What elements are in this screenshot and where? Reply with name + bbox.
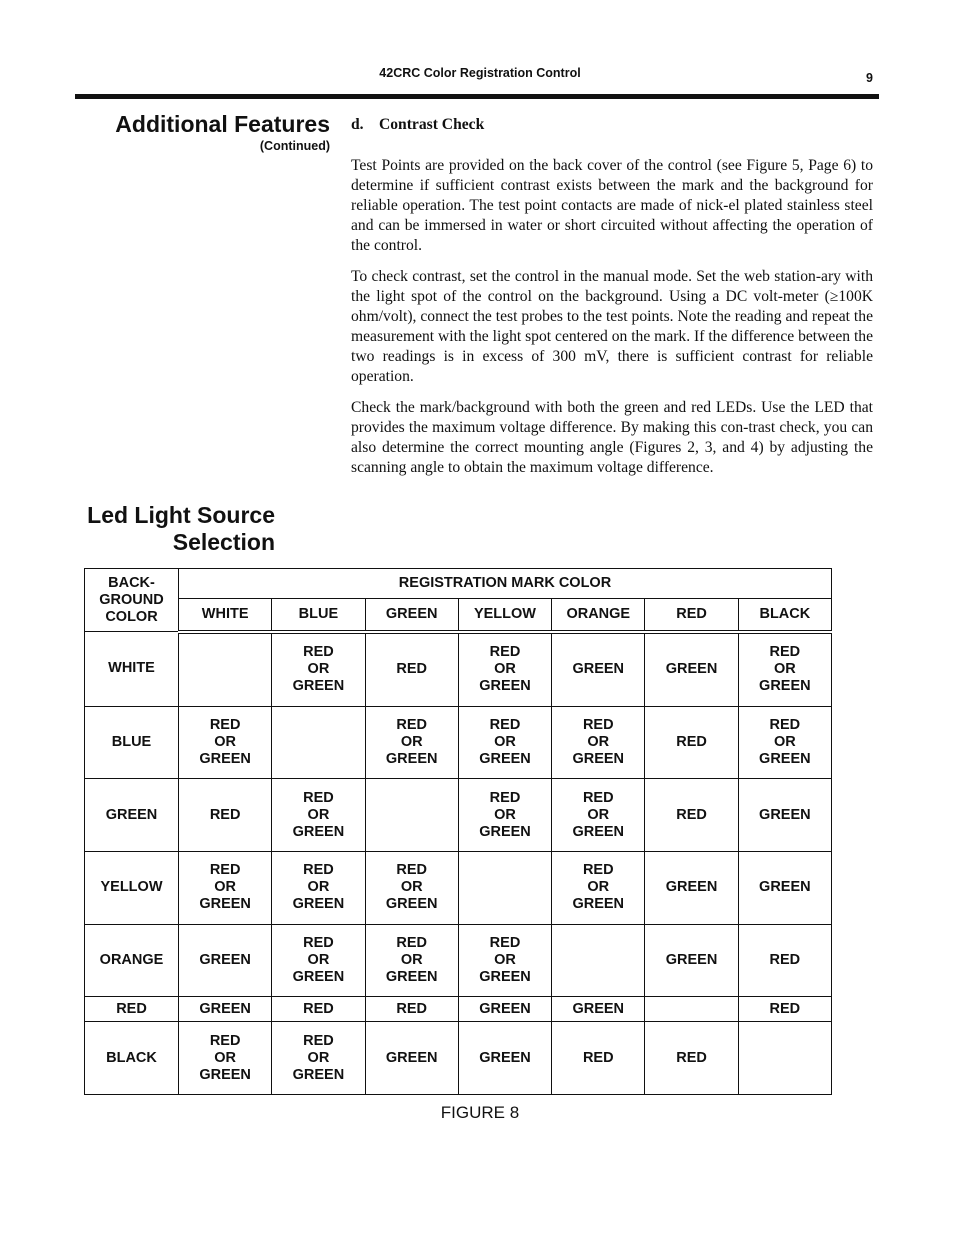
table-row (85, 1022, 832, 1095)
cell-word: GREEN (572, 823, 625, 840)
cell-word: GREEN (759, 879, 811, 896)
cell-word: GREEN (759, 678, 811, 695)
row-header: ORANGE (85, 924, 179, 997)
cell-word: OR (214, 1049, 237, 1066)
cell-word: GREEN (479, 823, 531, 840)
table-cell (458, 779, 551, 852)
column-header: ORANGE (552, 599, 645, 632)
table-cell (179, 851, 272, 924)
row-header: YELLOW (85, 851, 179, 924)
cell-word: RED (769, 717, 801, 734)
column-header: RED (645, 599, 738, 632)
cell-word: RED (489, 717, 521, 734)
section-heading-led-selection (60, 502, 275, 556)
paragraph-led-check: Check the mark/background with both the green and red LEDs. Use the LED that provides the maximum voltage difference. By making this con-trast check, you can also determine the correct mounting angle (Figures 2, 3, and 4) by adjusting the scanning angle to obtain the maximum voltage difference. (351, 399, 873, 476)
table-cell (272, 1022, 365, 1095)
table-row (85, 851, 832, 924)
table-cell (738, 997, 831, 1022)
cell-word: GREEN (479, 1000, 531, 1017)
heading-line: Led Light Source (87, 502, 275, 528)
table-row (85, 924, 832, 997)
cell-word: RED (396, 1000, 428, 1017)
table-cell (458, 997, 551, 1022)
cell-word: GREEN (385, 1049, 438, 1066)
table-row (85, 997, 832, 1022)
led-selection-table (84, 568, 832, 1095)
page-number: 9 (866, 71, 873, 85)
table-cell (272, 779, 365, 852)
section-heading-additional-features: Additional Features (115, 111, 330, 137)
cell-word: GREEN (199, 1000, 251, 1017)
cell-word: RED (209, 806, 241, 823)
cell-word: GREEN (199, 896, 251, 913)
header-rule (75, 94, 879, 99)
cell-word: RED (489, 789, 521, 806)
table-cell (552, 851, 645, 924)
cell-word: GREEN (199, 1066, 251, 1083)
cell-word: RED (303, 934, 334, 951)
cell-word: RED (676, 806, 707, 823)
cell-word: GREEN (292, 678, 345, 695)
cell-word: RED (676, 1049, 707, 1066)
table-cell (458, 851, 551, 924)
table-cell (179, 632, 272, 707)
cell-word: RED (396, 661, 428, 678)
table-cell (365, 997, 458, 1022)
cell-word: RED (209, 717, 241, 734)
cell-word: GREEN (479, 751, 531, 768)
table-cell (738, 632, 831, 707)
cell-word: OR (214, 734, 237, 751)
cell-word: GREEN (199, 951, 251, 968)
table-cell (458, 706, 551, 779)
table-row (85, 779, 832, 852)
cell-word: GREEN (665, 879, 718, 896)
cell-word: GREEN (385, 751, 438, 768)
cell-word: RED (396, 717, 428, 734)
table-cell (179, 1022, 272, 1095)
cell-word: RED (582, 862, 614, 879)
table-cell (645, 706, 738, 779)
subhead-title: Contrast Check (379, 116, 485, 133)
cell-word: RED (769, 951, 801, 968)
cell-word: GREEN (385, 968, 438, 985)
table-cell (552, 706, 645, 779)
cell-word: GREEN (479, 1049, 531, 1066)
table-cell (272, 997, 365, 1022)
table-row (85, 706, 832, 779)
heading-line: Selection (172, 529, 275, 555)
cell-word: RED (303, 1000, 334, 1017)
cell-word: RED (303, 644, 334, 661)
table-cell (179, 924, 272, 997)
corner-header (85, 569, 179, 632)
figure-caption: FIGURE 8 (440, 1103, 520, 1122)
table-cell (738, 1022, 831, 1095)
cell-word: OR (773, 734, 796, 751)
cell-word: RED (489, 644, 521, 661)
cell-word: RED (582, 789, 614, 806)
table-cell (179, 779, 272, 852)
cell-word: RED (582, 717, 614, 734)
table-cell (738, 924, 831, 997)
cell-word: OR (307, 661, 330, 678)
cell-word: RED (396, 934, 428, 951)
cell-word: OR (494, 806, 516, 823)
cell-word: OR (400, 951, 423, 968)
cell-word: OR (400, 879, 423, 896)
table-cell (365, 1022, 458, 1095)
cell-word: OR (307, 806, 330, 823)
cell-word: OR (773, 661, 796, 678)
table-cell (645, 997, 738, 1022)
subhead-letter: d. (351, 116, 364, 133)
table-cell (645, 851, 738, 924)
table-cell (365, 924, 458, 997)
cell-word: RED (303, 1032, 334, 1049)
contrast-check-section (351, 115, 873, 489)
cell-word: OR (400, 734, 423, 751)
row-header: WHITE (85, 632, 179, 707)
contrast-check-subhead (351, 115, 873, 135)
corner-line: COLOR (105, 608, 158, 625)
cell-word: GREEN (292, 823, 345, 840)
cell-word: RED (676, 734, 707, 751)
table-cell (365, 851, 458, 924)
cell-word: OR (494, 951, 516, 968)
cell-word: RED (769, 1000, 801, 1017)
cell-word: RED (396, 862, 428, 879)
cell-word: OR (307, 951, 330, 968)
cell-word: GREEN (292, 968, 345, 985)
cell-word: RED (582, 1049, 614, 1066)
table-cell (272, 706, 365, 779)
table-cell (552, 632, 645, 707)
column-header: GREEN (365, 599, 458, 632)
table-cell (272, 632, 365, 707)
table-cell (738, 851, 831, 924)
row-header: BLUE (85, 706, 179, 779)
cell-word: RED (489, 934, 521, 951)
table-cell (645, 1022, 738, 1095)
group-header: REGISTRATION MARK COLOR (179, 569, 832, 599)
cell-word: OR (307, 1049, 330, 1066)
table-cell (645, 632, 738, 707)
cell-word: RED (769, 644, 801, 661)
cell-word: GREEN (479, 968, 531, 985)
cell-word: GREEN (665, 661, 718, 678)
cell-word: GREEN (199, 751, 251, 768)
column-header: BLUE (272, 599, 365, 632)
table-cell (458, 632, 551, 707)
cell-word: RED (303, 789, 334, 806)
row-header: GREEN (85, 779, 179, 852)
cell-word: GREEN (479, 678, 531, 695)
cell-word: GREEN (665, 951, 718, 968)
paragraph-check-contrast: To check contrast, set the control in the manual mode. Set the web station-ary with the light spot of the control on the background. Using a DC volt-meter (≥100K ohm/volt), connect the test probes to the test points. Note the reading and repeat the measurement with the light spot centered on the mark. If the difference between the two readings is in excess of 300 mV, there is sufficient contrast for reliable operation. (351, 268, 873, 385)
column-header: YELLOW (458, 599, 551, 632)
table-cell (272, 851, 365, 924)
cell-word: GREEN (759, 806, 811, 823)
cell-word: RED (303, 862, 334, 879)
paragraph-test-points: Test Points are provided on the back cover of the control (see Figure 5, Page 6) to determine if sufficient contrast exists between the mark and the background for reliable operation. The test point contacts are made of nick-el plated stainless steel and can be immersed in water or short circuited without affecting the operation of the control. (351, 157, 873, 254)
column-header: BLACK (738, 599, 831, 632)
continued-label: (Continued) (259, 139, 330, 153)
table-cell (552, 1022, 645, 1095)
cell-word: GREEN (759, 751, 811, 768)
table-cell (272, 924, 365, 997)
table-cell (552, 997, 645, 1022)
cell-word: GREEN (572, 661, 625, 678)
cell-word: GREEN (385, 896, 438, 913)
table-cell (552, 779, 645, 852)
cell-word: RED (209, 1032, 241, 1049)
table-cell (645, 924, 738, 997)
table-cell (179, 997, 272, 1022)
row-header: RED (85, 997, 179, 1022)
row-header: BLACK (85, 1022, 179, 1095)
cell-word: GREEN (292, 896, 345, 913)
cell-word: OR (494, 661, 516, 678)
corner-line: BACK- (108, 574, 155, 591)
table-cell (738, 706, 831, 779)
table-cell (458, 1022, 551, 1095)
table-cell (365, 706, 458, 779)
cell-word: GREEN (572, 751, 625, 768)
table-cell (365, 632, 458, 707)
cell-word: GREEN (292, 1066, 345, 1083)
running-header: 42CRC Color Registration Control (379, 66, 581, 80)
cell-word: OR (214, 879, 237, 896)
table-cell (458, 924, 551, 997)
cell-word: OR (587, 806, 610, 823)
cell-word: OR (587, 879, 610, 896)
table-cell (645, 779, 738, 852)
cell-word: OR (587, 734, 610, 751)
table-cell (552, 924, 645, 997)
column-header: WHITE (179, 599, 272, 632)
table-cell (365, 779, 458, 852)
cell-word: OR (307, 879, 330, 896)
corner-line: GROUND (99, 591, 164, 608)
cell-word: RED (209, 862, 241, 879)
cell-word: GREEN (572, 896, 625, 913)
cell-word: OR (494, 734, 516, 751)
table-cell (179, 706, 272, 779)
cell-word: GREEN (572, 1000, 625, 1017)
table-cell (738, 779, 831, 852)
table-row (85, 632, 832, 707)
